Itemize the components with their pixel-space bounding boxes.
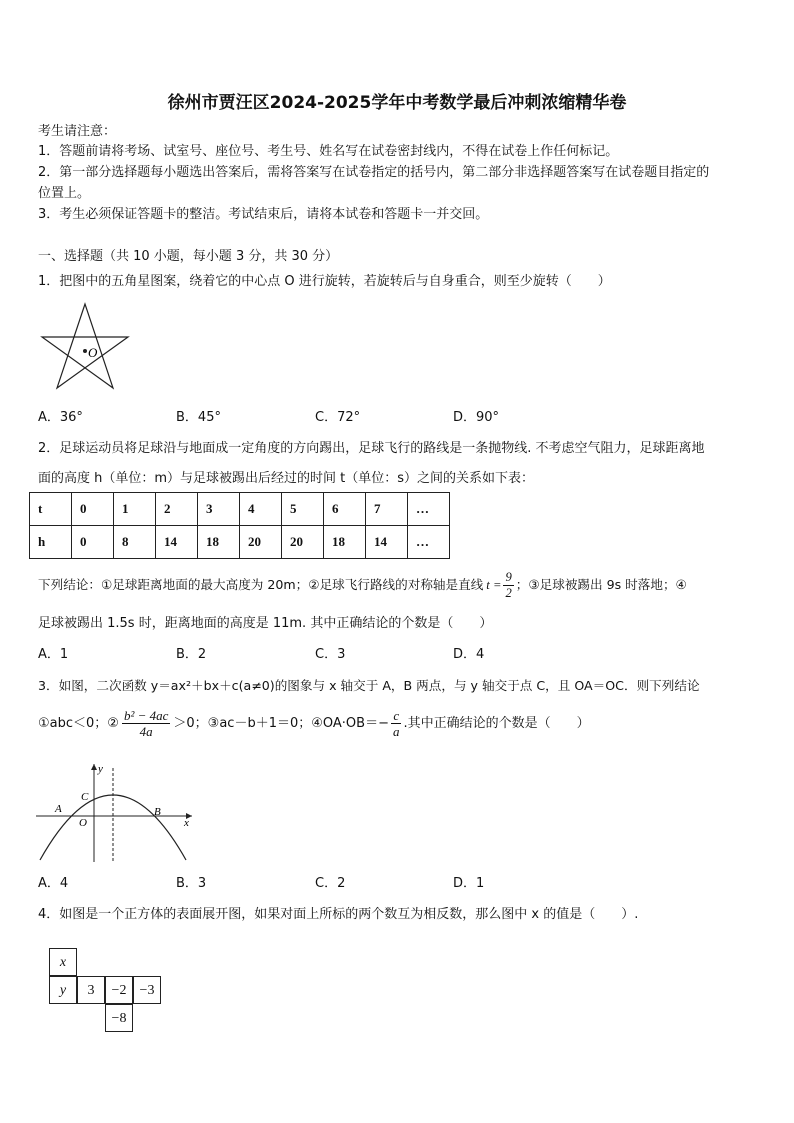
q2-option-c: C．3 xyxy=(315,647,346,662)
table-cell: … xyxy=(408,493,450,526)
discriminant-fraction xyxy=(122,708,170,739)
fraction-denominator: 2 xyxy=(505,586,512,600)
axis-variable: t = xyxy=(486,578,502,592)
net-cell-3: 3 xyxy=(77,976,105,1004)
point-a-label: A xyxy=(55,803,62,815)
question-3-conclusions xyxy=(38,708,590,739)
table-cell: 20 xyxy=(240,526,282,559)
net-cell-x: x xyxy=(49,948,77,976)
fraction-numerator: c xyxy=(391,708,402,724)
page-title: 徐州市贾汪区2024-2025学年中考数学最后冲刺浓缩精华卷 xyxy=(167,93,627,113)
notice-item: 位置上。 xyxy=(38,186,91,201)
net-cell-neg8: −8 xyxy=(105,1004,133,1032)
notice-heading: 考生请注意： xyxy=(38,124,117,139)
ratio-fraction xyxy=(391,708,402,739)
question-2-stem: 2．足球运动员将足球沿与地面成一定角度的方向踢出，足球飞行的路线是一条抛物线. 不考虑空气阻力，足球距离地 xyxy=(38,441,705,456)
net-cell-y: y xyxy=(49,976,77,1004)
table-cell: 18 xyxy=(198,526,240,559)
conclusions-text: ；③足球被踢出 9s 时落地；④ xyxy=(515,577,687,592)
table-cell: 0 xyxy=(72,493,114,526)
origin-label: O xyxy=(79,817,87,829)
table-cell: 4 xyxy=(240,493,282,526)
q2-option-d: D．4 xyxy=(453,647,485,662)
q1-option-c: C．72° xyxy=(315,410,361,425)
question-3-stem: 3．如图，二次函数 y＝ax²＋bx＋c(a≠0)的图象与 x 轴交于 A，B 两点，与 y 轴交于点 C，且 OA＝OC．则下列结论 xyxy=(38,678,700,693)
q1-option-b: B．45° xyxy=(176,410,221,425)
q1-option-d: D．90° xyxy=(453,410,500,425)
table-row xyxy=(30,526,450,559)
table-cell: 5 xyxy=(282,493,324,526)
table-cell: 18 xyxy=(324,526,366,559)
section-heading: 一、选择题（共 10 小题，每小题 3 分，共 30 分） xyxy=(38,249,339,264)
fraction-denominator: a xyxy=(392,724,400,739)
star-center-label: O xyxy=(88,345,98,360)
table-cell: 2 xyxy=(156,493,198,526)
parabola-figure xyxy=(36,760,196,864)
table-row xyxy=(30,493,450,526)
conclusions-text: .其中正确结论的个数是（ ） xyxy=(403,716,590,731)
question-2-conclusions-cont: 足球被踢出 1.5s 时，距离地面的高度是 11m. 其中正确结论的个数是（ ） xyxy=(38,616,493,631)
point-c-label: C xyxy=(81,791,89,803)
table-cell: 14 xyxy=(156,526,198,559)
conclusions-text: 下列结论：①足球距离地面的最大高度为 20m；②足球飞行路线的对称轴是直线 xyxy=(38,577,484,592)
fraction-numerator: b² − 4ac xyxy=(123,708,169,723)
q3-option-c: C．2 xyxy=(315,876,346,891)
notice-item: 1．答题前请将考场、试室号、座位号、考生号、姓名写在试卷密封线内，不得在试卷上作任何标记。 xyxy=(38,144,619,159)
x-axis-label: x xyxy=(184,817,189,829)
fraction-numerator: 9 xyxy=(505,570,512,584)
question-1-stem: 1．把图中的五角星图案，绕着它的中心点 O 进行旋转，若旋转后与自身重合，则至少旋转（ ） xyxy=(38,274,611,289)
q3-option-b: B．3 xyxy=(176,876,207,891)
table-cell: 7 xyxy=(366,493,408,526)
q1-option-a: A．36° xyxy=(38,410,83,425)
table-cell: 1 xyxy=(114,493,156,526)
question-2-conclusions xyxy=(38,570,687,601)
conclusions-text: ＞0；③ac－b＋1＝0；④OA·OB＝− xyxy=(173,716,389,731)
table-cell: h xyxy=(30,526,72,559)
table-cell: 0 xyxy=(72,526,114,559)
fraction-denominator: 4a xyxy=(139,724,153,739)
table-cell: 20 xyxy=(282,526,324,559)
table-cell: 6 xyxy=(324,493,366,526)
data-table xyxy=(29,492,450,559)
question-2-stem-cont: 面的高度 h（单位：m）与足球被踢出后经过的时间 t（单位：s）之间的关系如下表： xyxy=(38,471,535,486)
table-cell: 8 xyxy=(114,526,156,559)
point-b-label: B xyxy=(154,806,161,818)
y-axis-label: y xyxy=(98,763,103,775)
conclusions-text: ①abc＜0；② xyxy=(38,716,119,731)
notice-item: 3．考生必须保证答题卡的整洁。考试结束后，请将本试卷和答题卡一并交回。 xyxy=(38,207,489,222)
net-cell-neg2: −2 xyxy=(105,976,133,1004)
notice-item: 2．第一部分选择题每小题选出答案后，需将答案写在试卷指定的括号内，第二部分非选择题答案写在试卷题目指定的 xyxy=(38,165,710,180)
net-cell-neg3: −3 xyxy=(133,976,161,1004)
axis-fraction xyxy=(503,570,513,601)
table-cell: t xyxy=(30,493,72,526)
star-figure xyxy=(38,300,132,392)
q3-option-a: A．4 xyxy=(38,876,69,891)
table-cell: … xyxy=(408,526,450,559)
q2-option-a: A．1 xyxy=(38,647,69,662)
table-cell: 14 xyxy=(366,526,408,559)
q2-option-b: B．2 xyxy=(176,647,207,662)
q3-option-d: D．1 xyxy=(453,876,485,891)
question-4-stem: 4．如图是一个正方体的表面展开图，如果对面上所标的两个数互为相反数，那么图中 x 的值是（ ）. xyxy=(38,907,639,922)
table-cell: 3 xyxy=(198,493,240,526)
